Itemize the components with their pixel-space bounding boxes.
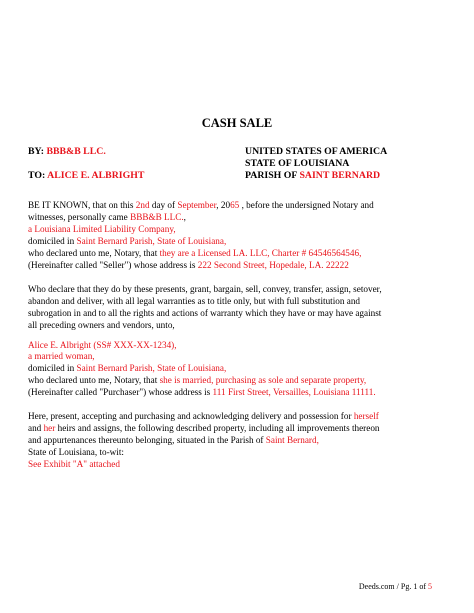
para2-line2: abandon and deliver, with all legal warranties as to title only, but with full substitution and xyxy=(28,296,361,306)
purchaser-identity: Alice E. Albright (SS# XXX-XX-1234), xyxy=(28,340,177,350)
para1-text: BE IT KNOWN, that on this xyxy=(28,200,134,210)
para4-line1 xyxy=(28,411,379,422)
para1-text: domiciled in xyxy=(28,236,75,246)
para4-text: and xyxy=(28,423,42,433)
para2-line4: all preceding owners and vendors, unto, xyxy=(28,320,175,330)
parish-name: SAINT BERNARD xyxy=(299,170,381,181)
property-parish: Saint Bernard, xyxy=(265,435,319,445)
para3-text: (Hereinafter called "Purchaser") whose address is xyxy=(28,387,211,397)
exhibit-reference: See Exhibit "A" attached xyxy=(28,459,120,469)
para1-line5 xyxy=(28,248,361,259)
seller-address: 222 Second Street, Hopedale, LA. 22222 xyxy=(197,260,349,270)
seller-name: BBB&B LLC. xyxy=(46,146,106,157)
para2-line3: subrogation in and to all the rights and actions of warranty which they have or may have against xyxy=(28,308,382,318)
possession-for: herself xyxy=(353,411,379,421)
para1-text: (Hereinafter called "Seller") whose address is xyxy=(28,260,196,270)
para3-line4 xyxy=(28,375,366,386)
purchaser-domicile: Saint Bernard Parish, State of Louisiana, xyxy=(76,363,227,373)
para3-text: domiciled in xyxy=(28,363,75,373)
para1-text: witnesses, personally came xyxy=(28,212,128,222)
seller-name-inline: BBB&B LLC. xyxy=(130,212,184,222)
para3-line3 xyxy=(28,363,226,374)
purchaser-header xyxy=(28,170,144,181)
purchaser-address: 111 First Street, Versailles, Louisiana 11111. xyxy=(212,387,376,397)
para1-text: , xyxy=(183,212,186,222)
para4-text: Here, present, accepting and purchasing and acknowledging delivery and possession for xyxy=(28,411,352,421)
para4-text: heirs and assigns, the following described property, including all improvements thereon xyxy=(57,423,380,433)
by-label: BY: xyxy=(28,146,44,157)
seller-domicile: Saint Bernard Parish, State of Louisiana, xyxy=(76,236,227,246)
para3-line5 xyxy=(28,387,376,398)
parish-line xyxy=(245,170,380,181)
para2-line1: Who declare that they do by these presents, grant, bargain, sell, convey, transfer, assign, setover, xyxy=(28,284,382,294)
para1-text: who declared unto me, Notary, that xyxy=(28,248,158,258)
para4-line2 xyxy=(28,423,380,434)
footer-text: Deeds.com / Pg. 1 of xyxy=(358,582,426,591)
para4-line4: State of Louisiana, to-wit: xyxy=(28,447,124,457)
heirs-pronoun: her xyxy=(43,423,56,433)
country-line: UNITED STATES OF AMERICA xyxy=(245,146,388,157)
to-label: TO: xyxy=(28,170,46,181)
para1-line6 xyxy=(28,260,349,271)
purchaser-marital-status: a married woman, xyxy=(28,351,95,361)
document-title: CASH SALE xyxy=(201,116,273,130)
para1-line4 xyxy=(28,236,226,247)
page-footer xyxy=(359,582,432,591)
para4-text: and appurtenances thereunto belonging, situated in the Parish of xyxy=(28,435,264,445)
para1-line1 xyxy=(28,200,374,211)
para3-text: who declared unto me, Notary, that xyxy=(28,375,158,385)
seller-entity-type: a Louisiana Limited Liability Company, xyxy=(28,224,176,234)
para1-text: day of xyxy=(151,200,176,210)
seller-status: they are a Licensed LA. LLC, Charter # 64546564546, xyxy=(159,248,362,258)
para4-line3 xyxy=(28,435,319,446)
sale-year: 65 xyxy=(230,200,240,210)
sale-day: 2nd xyxy=(135,200,150,210)
purchaser-name: ALICE E. ALBRIGHT xyxy=(47,170,145,181)
para1-line2 xyxy=(28,212,186,223)
state-line: STATE OF LOUISIANA xyxy=(245,158,350,169)
para1-text: , 20 xyxy=(216,200,231,210)
footer-page-total: 5 xyxy=(428,582,432,591)
sale-month: September xyxy=(177,200,217,210)
parish-label: PARISH OF xyxy=(245,170,297,181)
para1-text: , before the undersigned Notary and xyxy=(241,200,374,210)
purchaser-status: she is married, purchasing as sole and separate property, xyxy=(159,375,367,385)
seller-header xyxy=(28,146,106,157)
